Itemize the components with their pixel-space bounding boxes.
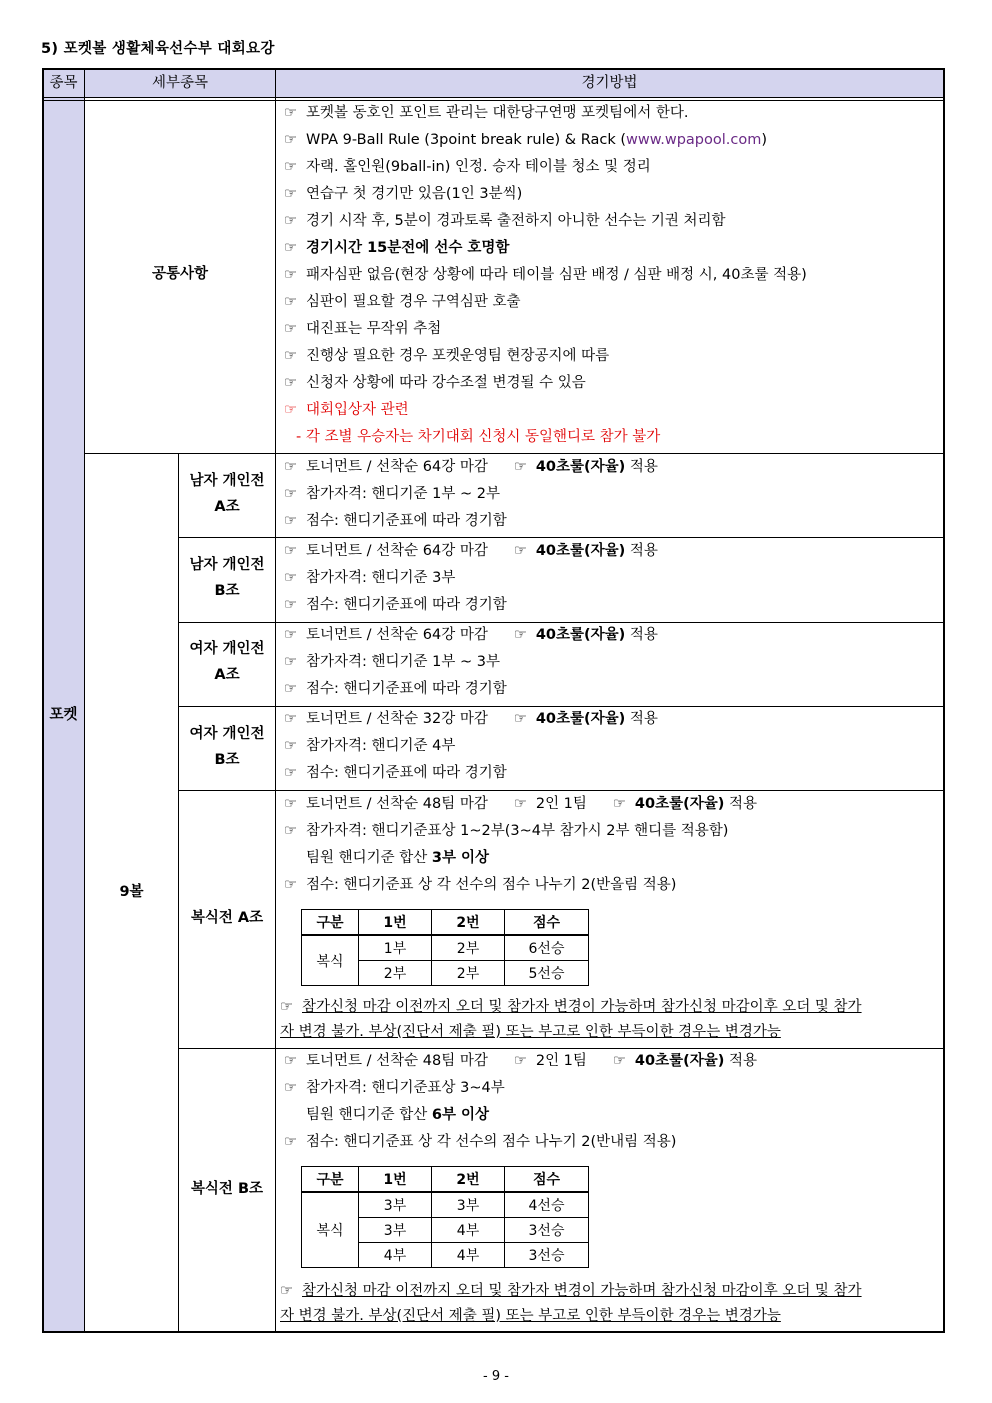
pointing-hand-icon: ☞ bbox=[284, 513, 297, 529]
pointing-hand-icon: ☞ bbox=[284, 654, 297, 670]
doubles-a-score-table bbox=[301, 909, 589, 986]
pointing-hand-icon: ☞ bbox=[280, 1283, 293, 1299]
table-cell: 복식 bbox=[302, 935, 359, 986]
division-tourney: ☞ 토너먼트 / 선착순 64강 마감 ☞ 40초룰(자율) 적용 bbox=[284, 454, 658, 481]
pointing-hand-icon: ☞ bbox=[284, 159, 297, 175]
common-line: ☞ 포켓볼 동호인 포인트 관리는 대한당구연맹 포켓팀에서 한다. bbox=[284, 100, 688, 127]
pointing-hand-icon: ☞ bbox=[284, 186, 297, 202]
table-cell: 4선승 bbox=[505, 1192, 589, 1218]
table-header: 1번 bbox=[359, 910, 432, 936]
common-line: ☞ 경기 시작 후, 5분이 경과토록 출전하지 아니한 선수는 기권 처리함 bbox=[284, 208, 726, 235]
pointing-hand-icon: ☞ bbox=[284, 543, 297, 559]
table-header: 점수 bbox=[505, 910, 589, 936]
table-header: 2번 bbox=[432, 1167, 505, 1193]
common-line: ☞ 패자심판 없음(현장 상황에 따라 테이블 심판 배정 / 심판 배정 시, 40초룰 적용) bbox=[284, 262, 807, 289]
common-line: ☞ 연습구 첫 경기만 있음(1인 3분씩) bbox=[284, 181, 522, 208]
division-qual: ☞ 참가자격: 핸디기준 3부 bbox=[284, 565, 455, 592]
pointing-hand-icon: ☞ bbox=[280, 999, 293, 1015]
doubles-a-note-cont: 자 변경 불가. 부상(진단서 제출 필) 또는 부고로 인한 부득이한 경우는 변경가능 bbox=[280, 1024, 781, 1040]
table-cell: 3선승 bbox=[505, 1218, 589, 1243]
table-cell: 2부 bbox=[432, 961, 505, 986]
doubles-b-label: 복식전 B조 bbox=[190, 1181, 264, 1197]
table-right-border bbox=[943, 68, 945, 1333]
pointing-hand-icon: ☞ bbox=[284, 1134, 297, 1150]
pointing-hand-icon: ☞ bbox=[513, 543, 527, 559]
common-line: ☞ 경기시간 15분전에 선수 호명함 bbox=[284, 235, 509, 262]
pointing-hand-icon: ☞ bbox=[284, 459, 297, 475]
page-number: - 9 - bbox=[483, 1369, 509, 1384]
pointing-hand-icon: ☞ bbox=[284, 1080, 297, 1096]
division-qual: ☞ 참가자격: 핸디기준 1부 ~ 3부 bbox=[284, 649, 500, 676]
sport-label: 포켓 bbox=[49, 707, 78, 723]
doubles-a-label: 복식전 A조 bbox=[190, 910, 264, 926]
wpa-link[interactable]: www.wpapool.com bbox=[625, 132, 762, 148]
pointing-hand-icon: ☞ bbox=[284, 294, 297, 310]
doubles-b-score-table bbox=[301, 1166, 589, 1268]
table-cell: 3부 bbox=[359, 1192, 432, 1218]
doubles-a-note: ☞ 참가신청 마감 이전까지 오더 및 참가자 변경이 가능하며 참가신청 마감이후 오더 및 참가 bbox=[280, 994, 862, 1021]
table-header: 2번 bbox=[432, 910, 505, 936]
table-cell: 3선승 bbox=[505, 1243, 589, 1268]
pointing-hand-icon: ☞ bbox=[284, 402, 297, 418]
table-header: 점수 bbox=[505, 1167, 589, 1193]
common-line: ☞ 자랙. 홀인원(9ball-in) 인정. 승자 테이블 청소 및 정리 bbox=[284, 154, 651, 181]
pointing-hand-icon: ☞ bbox=[284, 597, 297, 613]
common-line: ☞ 심판이 필요할 경우 구역심판 호출 bbox=[284, 289, 521, 316]
pointing-hand-icon: ☞ bbox=[284, 486, 297, 502]
table-cell: 5선승 bbox=[505, 961, 589, 986]
pointing-hand-icon: ☞ bbox=[284, 765, 297, 781]
division-tourney: ☞ 토너먼트 / 선착순 32강 마감 ☞ 40초룰(자율) 적용 bbox=[284, 706, 658, 733]
pointing-hand-icon: ☞ bbox=[284, 570, 297, 586]
page-title: 5) 포켓볼 생활체육선수부 대회요강 bbox=[41, 41, 275, 57]
doubles-b-sum: 팀원 핸디기준 합산 6부 이상 bbox=[306, 1107, 490, 1123]
doubles-b-tourney: ☞ 토너먼트 / 선착순 48팀 마감 ☞ 2인 1팀 ☞ 40초룰(자율) 적용 bbox=[284, 1048, 757, 1075]
doubles-a-tourney: ☞ 토너먼트 / 선착순 48팀 마감 ☞ 2인 1팀 ☞ 40초룰(자율) 적용 bbox=[284, 791, 757, 818]
doubles-a-sum: 팀원 핸디기준 합산 3부 이상 bbox=[306, 850, 490, 866]
pointing-hand-icon: ☞ bbox=[284, 348, 297, 364]
table-left-border bbox=[42, 68, 44, 1333]
division-qual: ☞ 참가자격: 핸디기준 1부 ~ 2부 bbox=[284, 481, 500, 508]
division-score: ☞ 점수: 핸디기준표에 따라 경기함 bbox=[284, 592, 507, 619]
pointing-hand-icon: ☞ bbox=[284, 627, 297, 643]
pointing-hand-icon: ☞ bbox=[513, 1053, 527, 1069]
common-line: ☞ 대진표는 무작위 추첨 bbox=[284, 316, 441, 343]
doubles-b-score: ☞ 점수: 핸디기준표 상 각 선수의 점수 나누기 2(반내림 적용) bbox=[284, 1129, 676, 1156]
header-sport: 종목 bbox=[49, 75, 78, 91]
doubles-b-note: ☞ 참가신청 마감 이전까지 오더 및 참가자 변경이 가능하며 참가신청 마감이후 오더 및 참가 bbox=[280, 1278, 862, 1305]
pointing-hand-icon: ☞ bbox=[284, 132, 297, 148]
table-header: 구분 bbox=[302, 910, 359, 936]
pointing-hand-icon: ☞ bbox=[513, 627, 527, 643]
col-divider-2 bbox=[275, 68, 276, 1333]
pointing-hand-icon: ☞ bbox=[284, 823, 297, 839]
table-cell: 1부 bbox=[359, 935, 432, 961]
common-line: ☞ 신청자 상황에 따라 강수조절 변경될 수 있음 bbox=[284, 370, 586, 397]
table-cell: 4부 bbox=[359, 1243, 432, 1268]
doubles-a-score: ☞ 점수: 핸디기준표 상 각 선수의 점수 나누기 2(반올림 적용) bbox=[284, 872, 676, 899]
pointing-hand-icon: ☞ bbox=[284, 267, 297, 283]
pointing-hand-icon: ☞ bbox=[612, 1053, 626, 1069]
division-score: ☞ 점수: 핸디기준표에 따라 경기함 bbox=[284, 508, 507, 535]
table-header-rule bbox=[42, 97, 945, 98]
pointing-hand-icon: ☞ bbox=[513, 711, 527, 727]
doubles-a-qual: ☞ 참가자격: 핸디기준표상 1~2부(3~4부 참가시 2부 핸디를 적용함) bbox=[284, 818, 728, 845]
table-header: 구분 bbox=[302, 1167, 359, 1193]
pointing-hand-icon: ☞ bbox=[284, 321, 297, 337]
table-cell: 4부 bbox=[432, 1218, 505, 1243]
pointing-hand-icon: ☞ bbox=[284, 738, 297, 754]
doubles-b-note-cont: 자 변경 불가. 부상(진단서 제출 필) 또는 부고로 인한 부득이한 경우는 변경가능 bbox=[280, 1308, 781, 1324]
common-line-awards: ☞ 대회입상자 관련 bbox=[284, 397, 409, 424]
pointing-hand-icon: ☞ bbox=[612, 796, 626, 812]
table-cell: 4부 bbox=[432, 1243, 505, 1268]
pointing-hand-icon: ☞ bbox=[284, 240, 297, 256]
common-line: ☞ WPA 9-Ball Rule (3point break rule) & Rack (www.wpapool.com) bbox=[284, 127, 767, 154]
table-cell: 복식 bbox=[302, 1192, 359, 1268]
pointing-hand-icon: ☞ bbox=[284, 1053, 297, 1069]
common-label: 공통사항 bbox=[151, 266, 209, 282]
doubles-b-qual: ☞ 참가자격: 핸디기준표상 3~4부 bbox=[284, 1075, 505, 1102]
pointing-hand-icon: ☞ bbox=[284, 105, 297, 121]
common-line-awards-note: - 각 조별 우승자는 차기대회 신청시 동일핸디로 참가 불가 bbox=[296, 429, 661, 445]
division-score: ☞ 점수: 핸디기준표에 따라 경기함 bbox=[284, 676, 507, 703]
division-tourney: ☞ 토너먼트 / 선착순 64강 마감 ☞ 40초룰(자율) 적용 bbox=[284, 538, 658, 565]
table-header: 1번 bbox=[359, 1167, 432, 1193]
division-label: 남자 개인전 A조 bbox=[189, 473, 265, 515]
common-line: ☞ 진행상 필요한 경우 포켓운영팀 현장공지에 따름 bbox=[284, 343, 609, 370]
pointing-hand-icon: ☞ bbox=[284, 681, 297, 697]
pointing-hand-icon: ☞ bbox=[284, 796, 297, 812]
pointing-hand-icon: ☞ bbox=[284, 375, 297, 391]
pointing-hand-icon: ☞ bbox=[284, 877, 297, 893]
pointing-hand-icon: ☞ bbox=[284, 711, 297, 727]
pointing-hand-icon: ☞ bbox=[513, 459, 527, 475]
table-cell: 3부 bbox=[359, 1218, 432, 1243]
table-cell: 2부 bbox=[359, 961, 432, 986]
nineball-label: 9볼 bbox=[119, 884, 144, 900]
table-cell: 6선승 bbox=[505, 935, 589, 961]
pointing-hand-icon: ☞ bbox=[284, 213, 297, 229]
division-label: 여자 개인전 B조 bbox=[189, 726, 265, 768]
table-cell: 3부 bbox=[432, 1192, 505, 1218]
header-sub-event: 세부종목 bbox=[151, 75, 209, 91]
division-tourney: ☞ 토너먼트 / 선착순 64강 마감 ☞ 40초룰(자율) 적용 bbox=[284, 622, 658, 649]
col-divider-1 bbox=[84, 68, 85, 1333]
division-label: 여자 개인전 A조 bbox=[189, 641, 265, 683]
division-qual: ☞ 참가자격: 핸디기준 4부 bbox=[284, 733, 455, 760]
division-label: 남자 개인전 B조 bbox=[189, 557, 265, 599]
division-score: ☞ 점수: 핸디기준표에 따라 경기함 bbox=[284, 760, 507, 787]
table-cell: 2부 bbox=[432, 935, 505, 961]
header-method: 경기방법 bbox=[581, 75, 638, 91]
pointing-hand-icon: ☞ bbox=[513, 796, 527, 812]
